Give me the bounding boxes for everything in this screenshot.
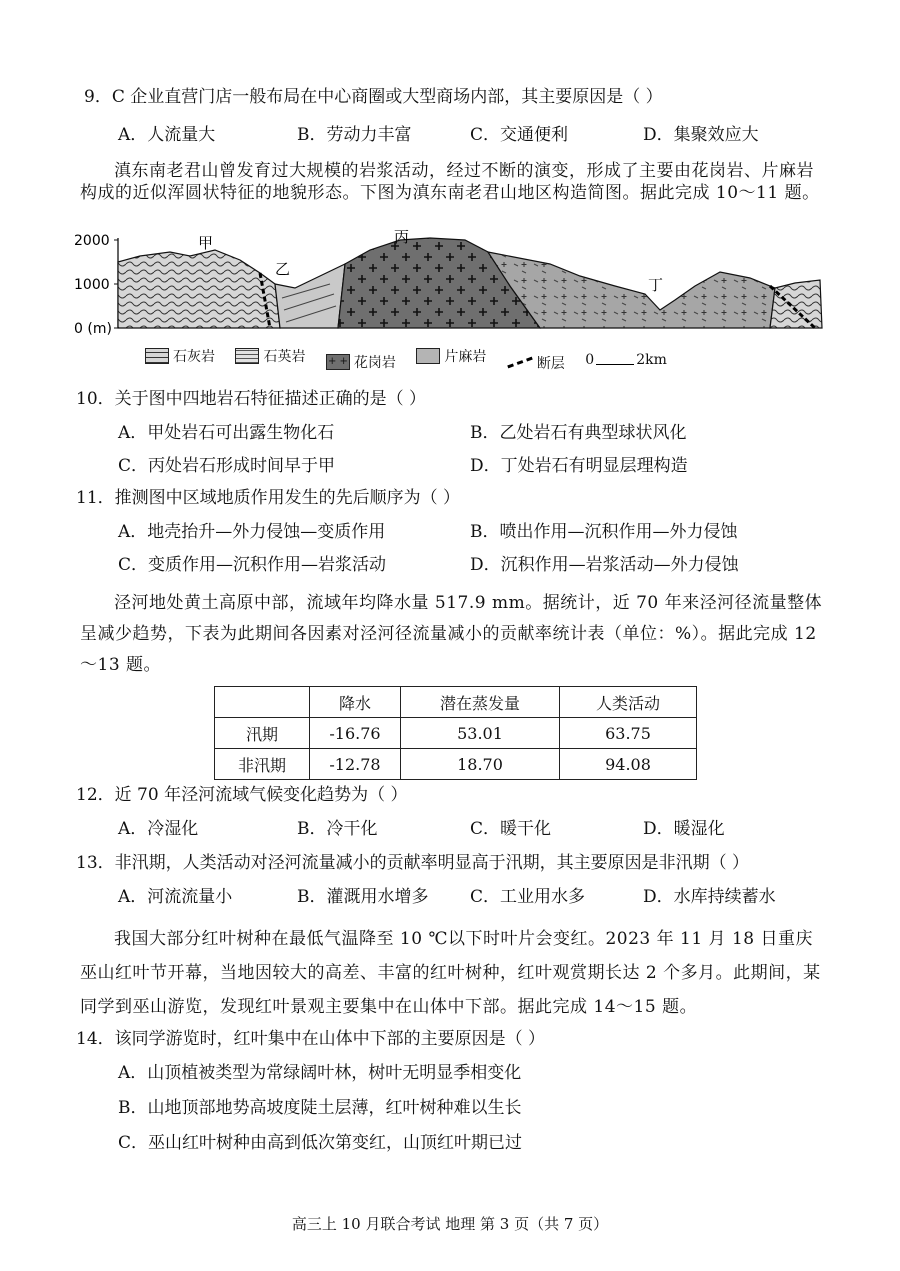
- table-header-cell: 降水: [310, 687, 401, 718]
- q14-option-a: A．山顶植被类型为常绿阔叶林，树叶无明显季相变化: [118, 1063, 522, 1083]
- q9-option-d: D．集聚效应大: [643, 125, 759, 145]
- q10-option-c: C．丙处岩石形成时间早于甲: [118, 456, 336, 476]
- legend-limestone: 石灰岩: [145, 346, 215, 366]
- diagram-legend: [145, 346, 683, 373]
- passage-12-13: 泾河地处黄土高原中部，流域年均降水量 517.9 mm。据统计，近 70 年来泾河径流量整体呈减少趋势，下表为此期间各因素对泾河径流量减小的贡献率统计表（单位：%）。据此完成 12～13 题。: [80, 593, 823, 675]
- table-header-cell: [215, 687, 310, 718]
- limestone-block-jia: [118, 250, 280, 328]
- q12-option-b: B．冷干化: [297, 819, 378, 839]
- passage-14-15: 我国大部分红叶树种在最低气温降至 10 ℃以下时叶片会变红。2023 年 11 月 18 日重庆巫山红叶节开幕，当地因较大的高差、丰富的红叶树种，红叶观赏期长达 2 个多月。此期间，某同学到巫山游览，发现红叶景观主要集中在山体中下部。据此完成 14～15 题。: [80, 929, 821, 1017]
- q12-stem: 12．近 70 年泾河流域气候变化趋势为（ ）: [76, 785, 408, 805]
- q10-option-d: D．丁处岩石有明显层理构造: [470, 456, 688, 476]
- q9-option-a: A．人流量大: [118, 125, 216, 145]
- q13-stem: 13．非汛期，人类活动对泾河流量减小的贡献率明显高于汛期，其主要原因是非汛期（ ）: [76, 853, 750, 873]
- table-cell: 非汛期: [215, 749, 310, 780]
- table-cell: 汛期: [215, 718, 310, 749]
- table-header-cell: 潜在蒸发量: [401, 687, 560, 718]
- contribution-table: [214, 686, 697, 780]
- q11-option-a: A．地壳抬升—外力侵蚀—变质作用: [118, 522, 386, 542]
- q9-stem: 9．C 企业直营门店一般布局在中心商圈或大型商场内部，其主要原因是（ ）: [84, 87, 663, 107]
- y-tick-0: 0 (m): [74, 321, 112, 337]
- q11-option-b: B．喷出作用—沉积作用—外力侵蚀: [470, 522, 738, 542]
- q12-option-c: C．暖干化: [470, 819, 552, 839]
- q11-stem: 11．推测图中区域地质作用发生的先后顺序为（ ）: [76, 488, 461, 508]
- table-cell: 63.75: [560, 718, 697, 749]
- site-label-yi: 乙: [275, 260, 291, 278]
- q10-stem: 10．关于图中四地岩石特征描述正确的是（ ）: [76, 389, 427, 409]
- table-cell: 94.08: [560, 749, 697, 780]
- legend-scale-bar: 0 2km: [585, 352, 667, 368]
- q14-option-c: C．巫山红叶树种由高到低次第变红，山顶红叶期已过: [118, 1133, 523, 1153]
- q13-option-a: A．河流流量小: [118, 887, 233, 907]
- geologic-cross-section: [70, 228, 830, 340]
- table-row: [215, 749, 697, 780]
- q13-option-c: C．工业用水多: [470, 887, 586, 907]
- site-label-jia: 甲: [198, 234, 214, 252]
- legend-granite: + + 花岗岩: [326, 352, 396, 372]
- legend-gneiss: 片麻岩: [416, 346, 486, 366]
- site-label-bing: 丙: [394, 228, 410, 246]
- q11-option-d: D．沉积作用—岩浆活动—外力侵蚀: [470, 555, 739, 575]
- q13-option-b: B．灌溉用水增多: [297, 887, 429, 907]
- q13-option-d: D．水库持续蓄水: [643, 887, 776, 907]
- y-tick-1000: 1000: [74, 277, 110, 293]
- table-row: [215, 718, 697, 749]
- q14-stem: 14．该同学游览时，红叶集中在山体中下部的主要原因是（ ）: [76, 1029, 546, 1049]
- q10-option-b: B．乙处岩石有典型球状风化: [470, 423, 687, 443]
- q11-option-c: C．变质作用—沉积作用—岩浆活动: [118, 555, 387, 575]
- q9-option-b: B．劳动力丰富: [297, 125, 412, 145]
- q9-option-c: C．交通便利: [470, 125, 569, 145]
- site-label-ding: 丁: [648, 276, 664, 294]
- table-cell: 53.01: [401, 718, 560, 749]
- table-header-cell: 人类活动: [560, 687, 697, 718]
- q14-option-b: B．山地顶部地势高坡度陡土层薄，红叶树种难以生长: [118, 1098, 522, 1118]
- table-cell: -12.78: [310, 749, 401, 780]
- table-header-row: [215, 687, 697, 718]
- q10-option-a: A．甲处岩石可出露生物化石: [118, 423, 335, 443]
- q12-option-d: D．暖湿化: [643, 819, 725, 839]
- legend-quartzite: 石英岩: [235, 346, 305, 366]
- table-cell: 18.70: [401, 749, 560, 780]
- q12-option-a: A．冷湿化: [118, 819, 199, 839]
- passage-10-11: 滇东南老君山曾发育过大规模的岩浆活动，经过不断的演变，形成了主要由花岗岩、片麻岩构成的近似浑圆状特征的地貌形态。下图为滇东南老君山地区构造简图。据此完成 10～11 题。: [80, 161, 820, 203]
- table-cell: -16.76: [310, 718, 401, 749]
- y-tick-2000: 2000: [74, 233, 110, 249]
- page-footer: 高三上 10 月联合考试 地理 第 3 页（共 7 页）: [291, 1215, 609, 1233]
- limestone-block-right: [770, 280, 822, 328]
- legend-fault: 断层: [507, 353, 565, 373]
